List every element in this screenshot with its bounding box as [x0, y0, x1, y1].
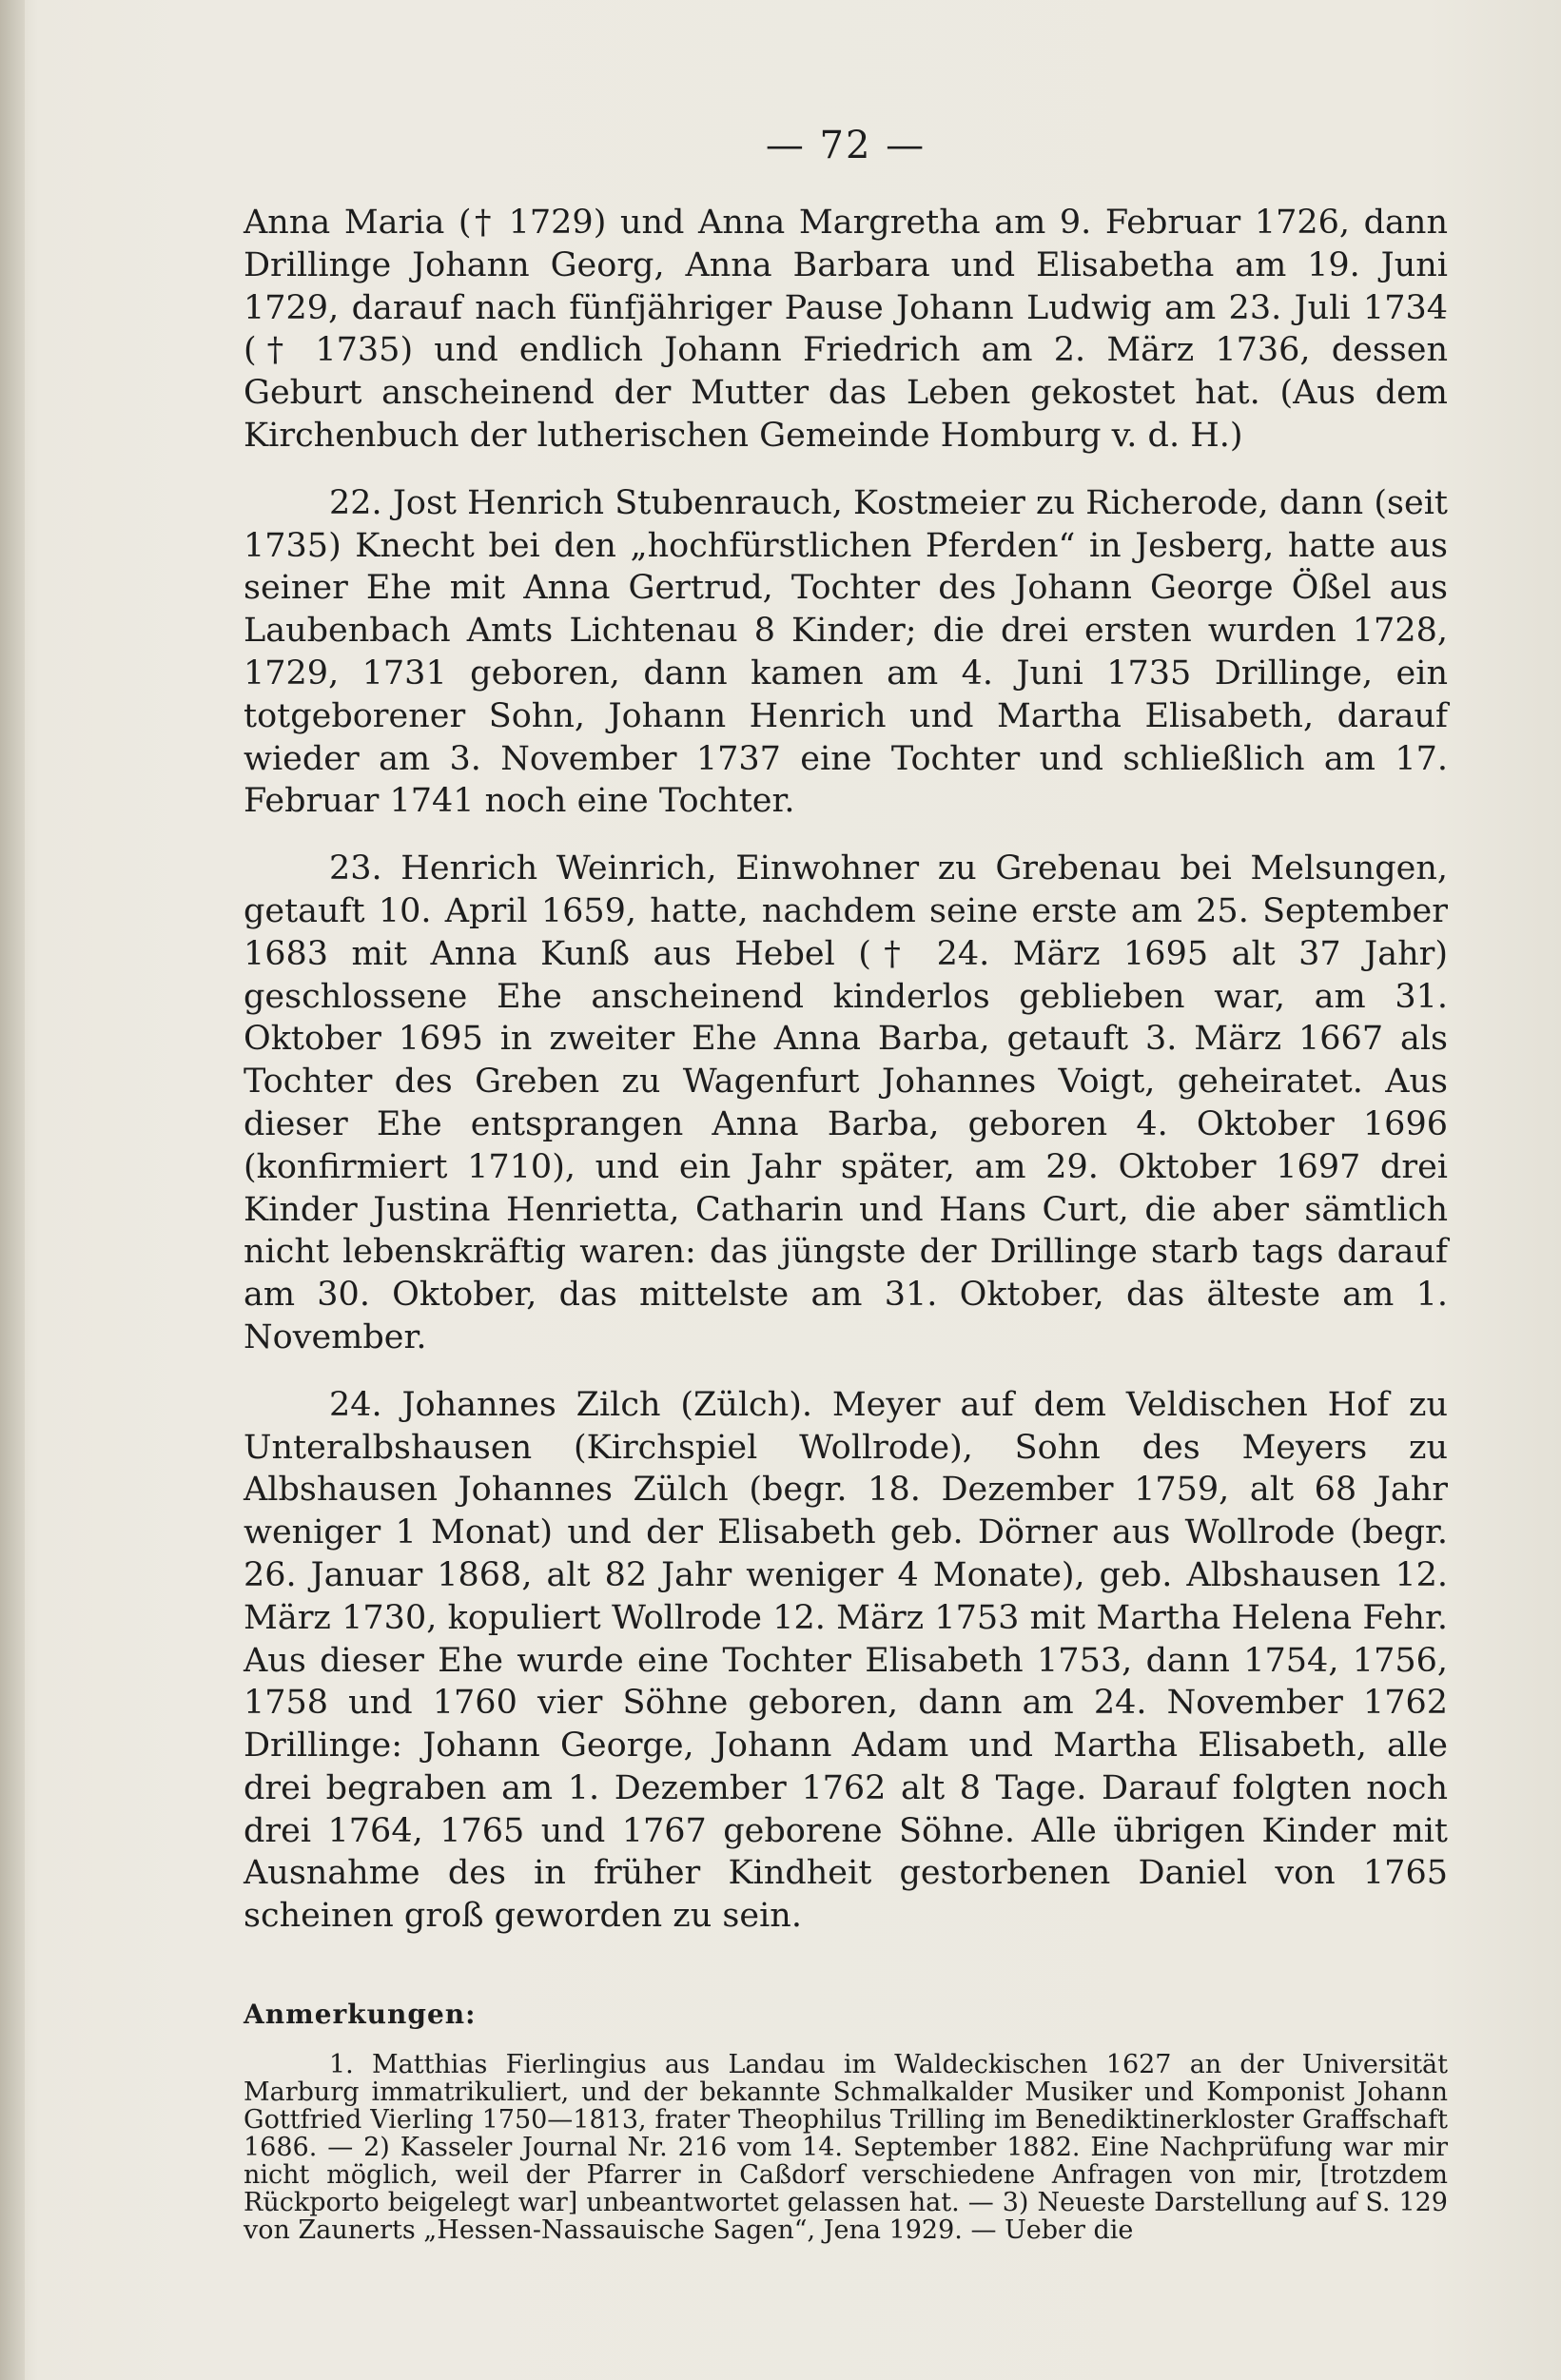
- paragraph-22: 22. Jost Henrich Stubenrauch, Kostmeier zu Richerode, dann (seit 1735) Knecht bei den „hochfürstlichen Pferden“ in Jesberg, hatte aus seiner Ehe mit Anna Gertrud, Tochter des Johann George Ößel aus Laubenbach Amts Lichtenau 8 Kinder; die drei ersten wurden 1728, 1729, 1731 geboren, dann kamen am 4. Juni 1735 Drillinge, ein totgeborener Sohn, Johann Henrich und Martha Elisabeth, darauf wieder am 3. November 1737 eine Tochter und schließlich am 17. Februar 1741 noch eine Tochter.: [244, 483, 1448, 821]
- notes-heading: Anmerkungen:: [244, 1999, 477, 2031]
- paragraph-continuation: Anna Maria († 1729) und Anna Margretha am 9. Februar 1726, dann Drillinge Johann Georg, Anna Barbara und Elisabetha am 19. Juni 1729, darauf nach fünfjähriger Pause Johann Ludwig am 23. Juli 1734 († 1735) und endlich Johann Friedrich am 2. März 1736, dessen Geburt anscheinend der Mutter das Leben gekostet hat. (Aus dem Kirchenbuch der lutherischen Gemeinde Homburg v. d. H.): [244, 204, 1448, 455]
- page-number: — 72 —: [765, 124, 927, 167]
- page-binding-edge: [0, 0, 25, 2380]
- text-block: [244, 124, 1448, 2244]
- paragraph-24: 24. Johannes Zilch (Zülch). Meyer auf dem Veldischen Hof zu Unteralbshausen (Kirchspiel Wollrode), Sohn des Meyers zu Albshausen Johannes Zülch (begr. 18. Dezember 1759, alt 68 Jahr weniger 1 Monat) und der Elisabeth geb. Dörner aus Wollrode (begr. 26. Januar 1868, alt 82 Jahr weniger 4 Monate), geb. Albshausen 12. März 1730, kopuliert Wollrode 12. März 1753 mit Martha Helena Fehr. Aus dieser Ehe wurde eine Tochter Elisabeth 1753, dann 1754, 1756, 1758 und 1760 vier Söhne geboren, dann am 24. November 1762 Drillinge: Johann George, Johann Adam und Martha Elisabeth, alle drei begraben am 1. Dezember 1762 alt 8 Tage. Darauf folgten noch drei 1764, 1765 und 1767 geborene Söhne. Alle übrigen Kinder mit Ausnahme des in früher Kindheit gestorbenen Daniel von 1765 scheinen groß geworden zu sein.: [244, 1385, 1448, 1936]
- paragraph-23: 23. Henrich Weinrich, Einwohner zu Grebenau bei Melsungen, getauft 10. April 1659, hatte, nachdem seine erste am 25. September 1683 mit Anna Kunß aus Hebel († 24. März 1695 alt 37 Jahr) geschlossene Ehe anscheinend kinderlos geblieben war, am 31. Oktober 1695 in zweiter Ehe Anna Barba, getauft 3. März 1667 als Tochter des Greben zu Wagenfurt Johannes Voigt, geheiratet. Aus dieser Ehe entsprangen Anna Barba, geboren 4. Oktober 1696 (konfirmiert 1710), und ein Jahr später, am 29. Oktober 1697 drei Kinder Justina Henrietta, Catharin und Hans Curt, die aber sämtlich nicht lebenskräftig waren: das jüngste der Drillinge starb tags darauf am 30. Oktober, das mittelste am 31. Oktober, das älteste am 1. November.: [244, 849, 1448, 1356]
- footnotes: 1. Matthias Fierlingius aus Landau im Waldeckischen 1627 an der Universität Marburg immatrikuliert, und der bekannte Schmalkalder Musiker und Komponist Johann Gottfried Vierling 1750—1813, frater Theophilus Trilling im Benediktinerkloster Graffschaft 1686. — 2) Kasseler Journal Nr. 216 vom 14. September 1882. Eine Nachprüfung war mir nicht möglich, weil der Pfarrer in Caßdorf verschiedene Anfragen von mir, [trotzdem Rückporto beigelegt war] unbeantwortet gelassen hat. — 3) Neueste Darstellung auf S. 129 von Zaunerts „Hessen-Nassauische Sagen“, Jena 1929. — Ueber die: [244, 2050, 1448, 2246]
